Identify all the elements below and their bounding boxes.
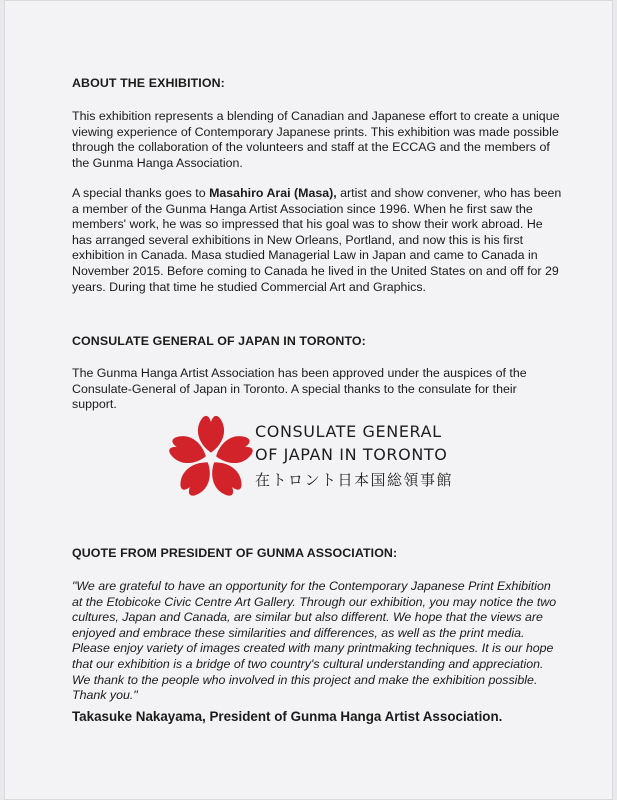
- about-paragraph-2-text: [72, 186, 562, 295]
- about-paragraph-2: [72, 186, 562, 295]
- consulate-logo-line-1: CONSULATE GENERAL: [255, 422, 442, 441]
- consulate-heading: CONSULATE GENERAL OF JAPAN IN TORONTO:: [72, 334, 366, 348]
- consulate-logo-japanese: 在トロント日本国総領事館: [255, 471, 454, 489]
- about-heading: ABOUT THE EXHIBITION:: [72, 76, 225, 90]
- about-paragraph-1-text: This exhibition represents a blending of Canadian and Japanese effort to create a unique viewing experience of Contemporary Japanese prints. This exhibition was made possible through the collaboration of the volunteers and staff at the ECCAG and the members of the Gunma Hanga Association.: [72, 109, 560, 170]
- document-page: [4, 0, 613, 800]
- consulate-paragraph: [72, 366, 562, 413]
- cherry-blossom-icon: [166, 413, 256, 503]
- signature: Takasuke Nakayama, President of Gunma Hanga Artist Association.: [72, 709, 503, 724]
- president-quote: [72, 579, 562, 704]
- about-paragraph-1: [72, 109, 562, 171]
- thanks-prefix: A special thanks goes to: [72, 186, 210, 200]
- convener-name: Masahiro Arai (Masa),: [209, 186, 337, 200]
- consulate-logo-line-2: OF JAPAN IN TORONTO: [255, 445, 448, 464]
- convener-bio: artist and show convener, who has been a member of the Gunma Hanga Artist Association since 1996. When he first saw the members' work, he was so impressed that his goal was to show their work abroad. He has arranged several exhibitions in New Orleans, Portland, and now this is his first exhibition in Canada. Masa studied Managerial Law in Japan and came to Canada in November 2015. Before coming to Canada he lived in the United States on and off for 29 years. During that time he studied Commercial Art and Graphics.: [72, 186, 562, 294]
- consulate-paragraph-text: The Gunma Hanga Artist Association has been approved under the auspices of the Consulate-General of Japan in Toronto. A special thanks to the consulate for their support.: [72, 366, 527, 412]
- president-quote-text: "We are grateful to have an opportunity for the Contemporary Japanese Print Exhibition at the Etobicoke Civic Centre Art Gallery. Through our exhibition, you may notice the two cultures, Japan and Canada, are similar but also different. We hope that the views are enjoyed and embrace these similarities and differences, as well as the print media. Please enjoy variety of images created with many printmaking techniques. It is our hope that our exhibition is a bridge of two country's cultural understanding and appreciation. We thank to the people who involved in this project and make the exhibition possible. Thank you.": [72, 579, 557, 703]
- quote-heading: QUOTE FROM PRESIDENT OF GUNMA ASSOCIATION:: [72, 546, 398, 560]
